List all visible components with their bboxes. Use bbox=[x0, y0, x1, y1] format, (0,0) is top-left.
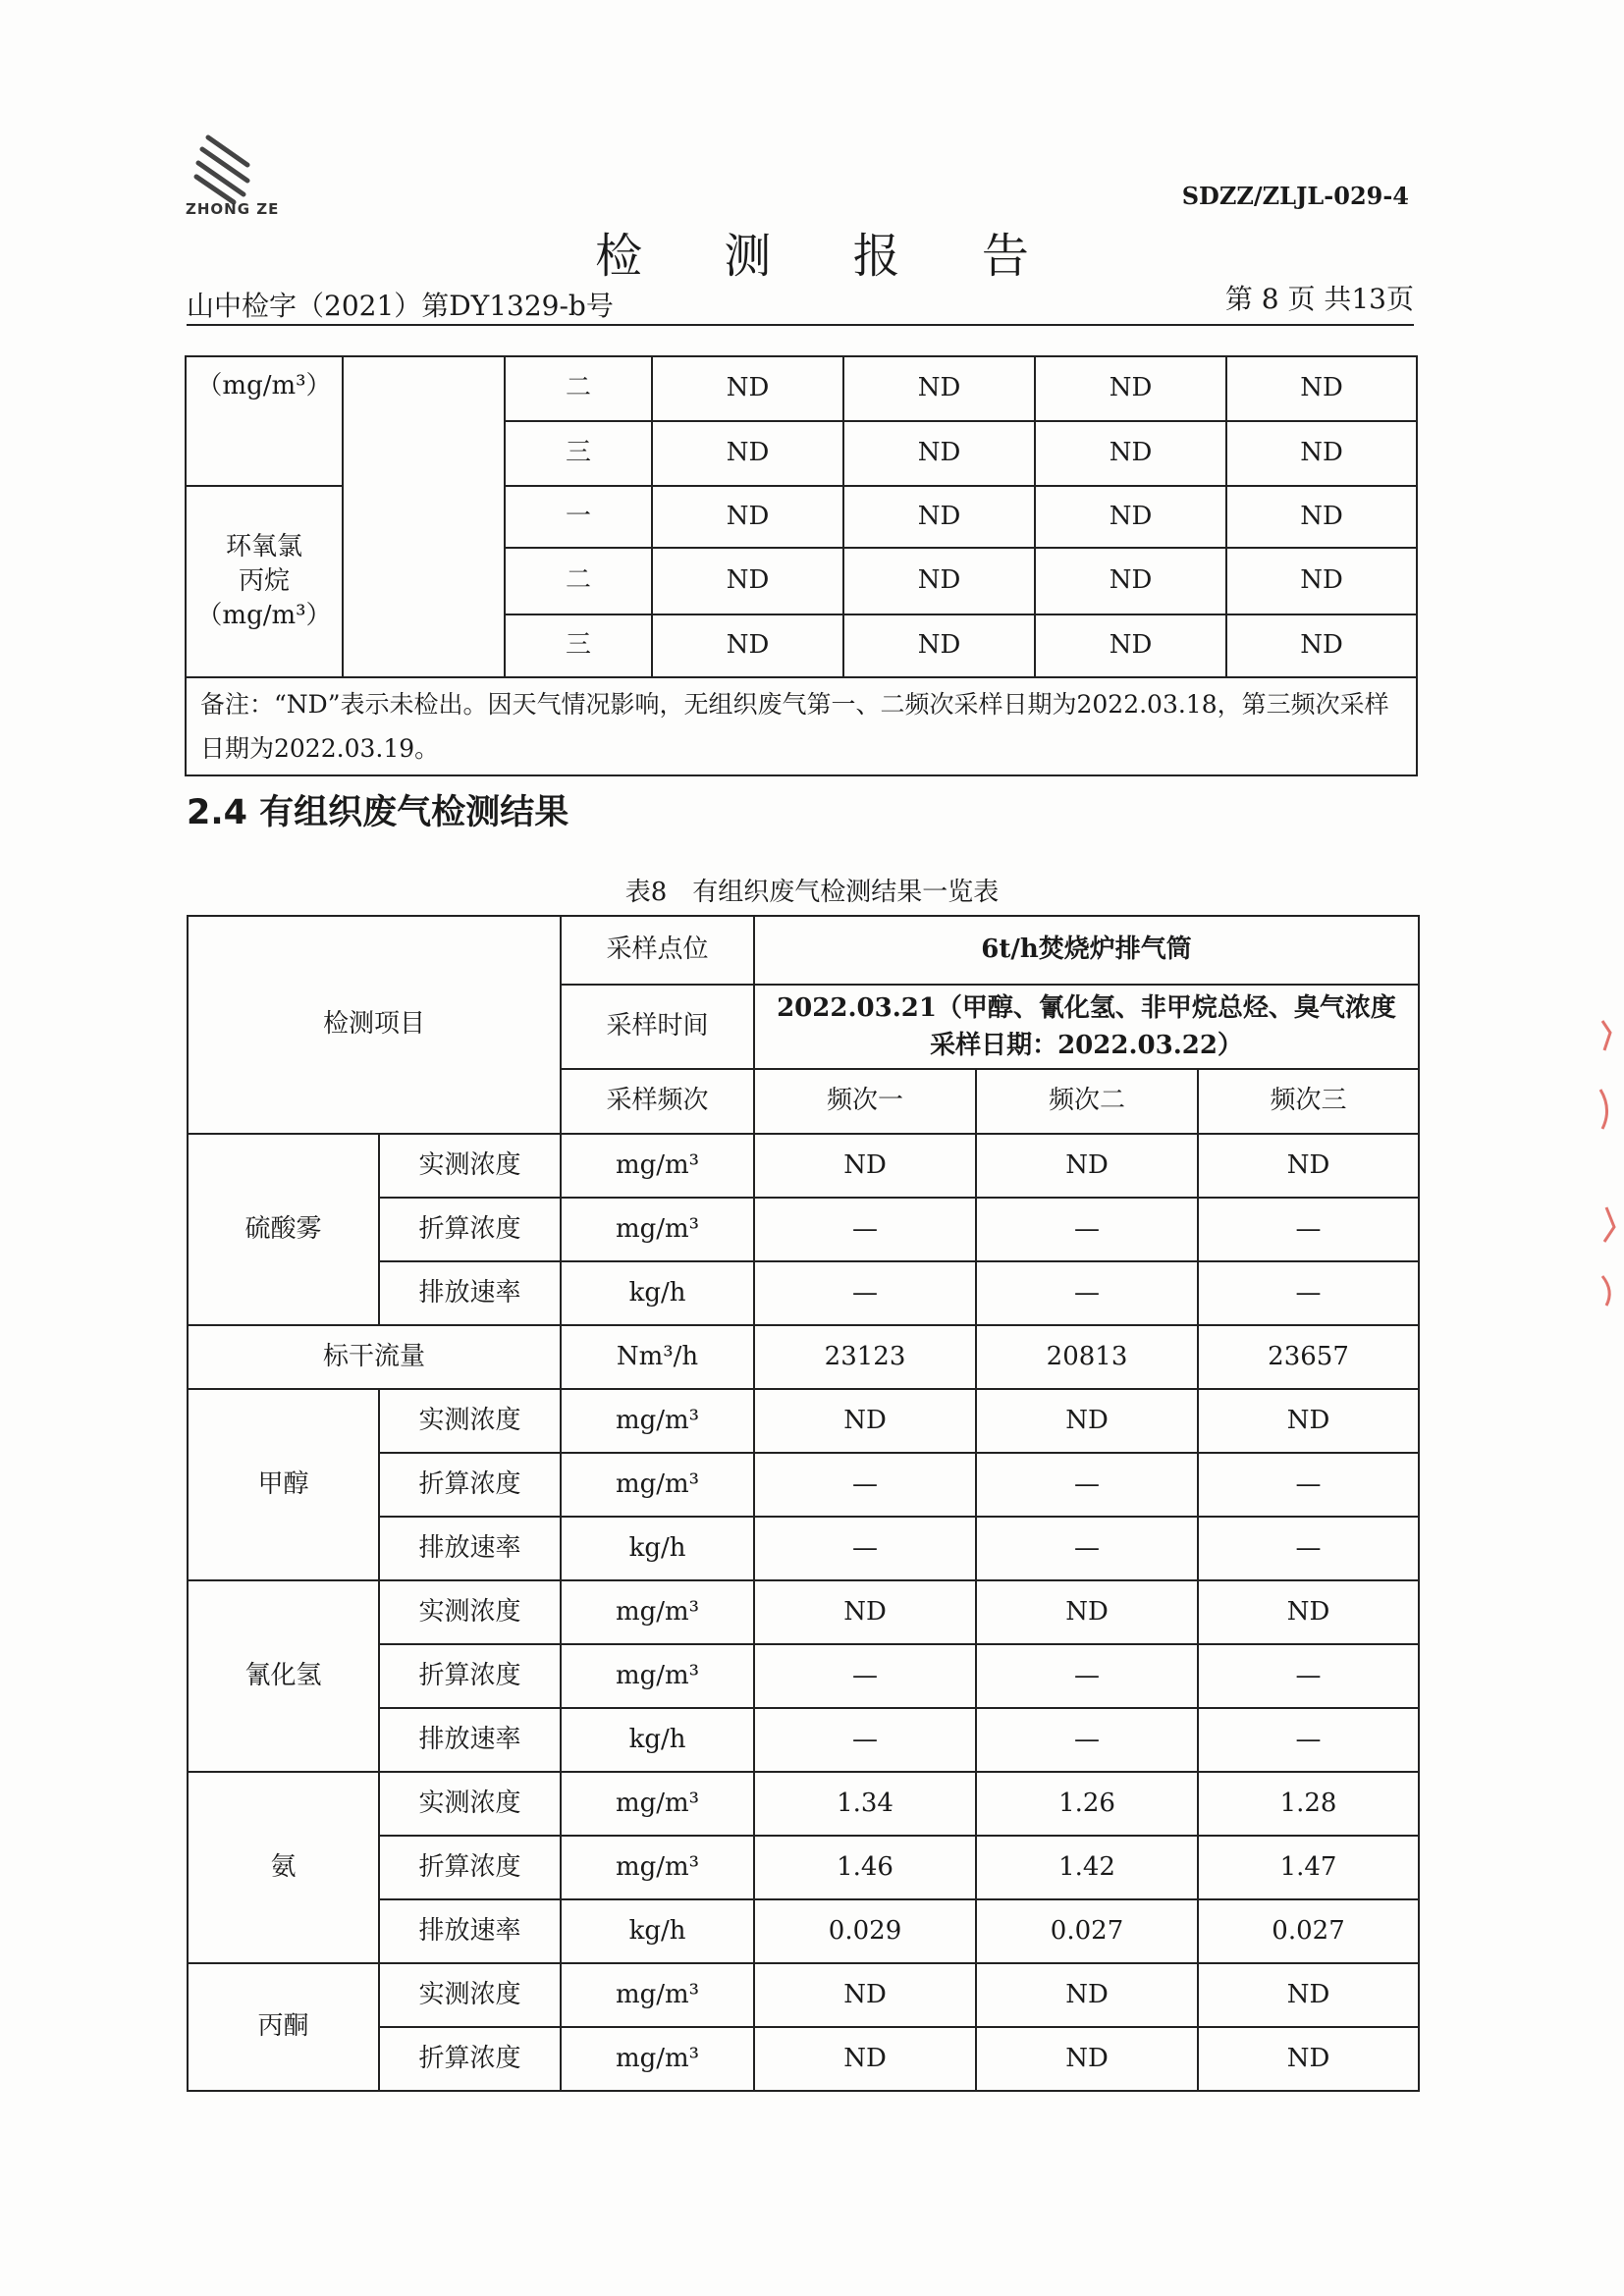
value-cell: — bbox=[1198, 1198, 1419, 1261]
frequency-header: 频次二 bbox=[976, 1069, 1198, 1134]
page-title: 检 测 报 告 bbox=[595, 229, 1062, 284]
frequency-cell: 三 bbox=[505, 614, 652, 677]
value-cell: ND bbox=[754, 1134, 976, 1198]
value-cell: ND bbox=[754, 2027, 976, 2091]
value-cell: — bbox=[754, 1261, 976, 1325]
unit-cell: kg/h bbox=[561, 1708, 754, 1772]
table-row bbox=[186, 677, 1417, 775]
report-number: 山中检字（2021）第DY1329-b号 bbox=[187, 290, 614, 322]
value-cell: — bbox=[1198, 1644, 1419, 1708]
value-cell: ND bbox=[843, 614, 1035, 677]
unit-cell: kg/h bbox=[561, 1899, 754, 1963]
value-cell: 1.28 bbox=[1198, 1772, 1419, 1836]
value-cell: ND bbox=[754, 1389, 976, 1453]
frequency-cell: 一 bbox=[505, 486, 652, 548]
value-cell: — bbox=[976, 1708, 1198, 1772]
value-cell: 1.47 bbox=[1198, 1836, 1419, 1899]
value-cell: — bbox=[1198, 1453, 1419, 1517]
value-cell: ND bbox=[1226, 356, 1417, 421]
table-body bbox=[188, 916, 1419, 2091]
value-cell: 1.46 bbox=[754, 1836, 976, 1899]
seal-stamp-edge bbox=[1595, 982, 1624, 1325]
table-note: 备注：“ND”表示未检出。因天气情况影响，无组织废气第一、二频次采样日期为2022.03.18，第三频次采样日期为2022.03.19。 bbox=[186, 677, 1417, 775]
section-heading: 2.4 有组织废气检测结果 bbox=[187, 793, 569, 832]
parameter-cell: 实测浓度 bbox=[379, 1134, 561, 1198]
value-cell: ND bbox=[976, 1389, 1198, 1453]
value-cell: — bbox=[1198, 1708, 1419, 1772]
unit-cell: kg/h bbox=[561, 1261, 754, 1325]
unit-cell: Nm³/h bbox=[561, 1325, 754, 1389]
unit-cell: mg/m³ bbox=[561, 1836, 754, 1899]
sampling-time: 2022.03.21（甲醇、氰化氢、非甲烷总烃、臭气浓度采样日期：2022.03.22） bbox=[754, 985, 1419, 1069]
value-cell: — bbox=[754, 1708, 976, 1772]
pollutant-name: 氰化氢 bbox=[188, 1580, 379, 1772]
value-cell: ND bbox=[976, 2027, 1198, 2091]
page-number: 第 8 页 共13页 bbox=[1224, 283, 1414, 315]
value-cell: ND bbox=[976, 1963, 1198, 2027]
value-cell: ND bbox=[1035, 548, 1226, 614]
value-cell: — bbox=[976, 1453, 1198, 1517]
pollutant-name: 硫酸雾 bbox=[188, 1134, 379, 1325]
value-cell: 0.029 bbox=[754, 1899, 976, 1963]
frequency-cell: 二 bbox=[505, 356, 652, 421]
parameter-cell: 折算浓度 bbox=[379, 1453, 561, 1517]
table-row bbox=[188, 1325, 1419, 1389]
header-label: 采样时间 bbox=[561, 985, 754, 1069]
value-cell: ND bbox=[843, 548, 1035, 614]
value-cell: ND bbox=[1198, 1134, 1419, 1198]
flow-label: 标干流量 bbox=[188, 1325, 561, 1389]
value-cell: — bbox=[754, 1453, 976, 1517]
value-cell: — bbox=[976, 1644, 1198, 1708]
value-cell: ND bbox=[1035, 421, 1226, 486]
value-cell: ND bbox=[1226, 614, 1417, 677]
value-cell: 23657 bbox=[1198, 1325, 1419, 1389]
unit-cell: mg/m³ bbox=[561, 1772, 754, 1836]
value-cell: — bbox=[976, 1517, 1198, 1580]
header-label: 采样频次 bbox=[561, 1069, 754, 1134]
unit-cell: mg/m³ bbox=[561, 1580, 754, 1644]
value-cell: ND bbox=[1198, 1963, 1419, 2027]
table-row bbox=[188, 916, 1419, 985]
pollutant-name: 甲醇 bbox=[188, 1389, 379, 1580]
unit-cell: mg/m³ bbox=[561, 1963, 754, 2027]
table-row bbox=[188, 1134, 1419, 1198]
value-cell: ND bbox=[1226, 421, 1417, 486]
value-cell: 1.26 bbox=[976, 1772, 1198, 1836]
value-cell: ND bbox=[976, 1134, 1198, 1198]
header-item: 检测项目 bbox=[188, 916, 561, 1134]
continuation-table bbox=[185, 355, 1418, 776]
value-cell: 0.027 bbox=[1198, 1899, 1419, 1963]
value-cell: ND bbox=[976, 1580, 1198, 1644]
item-name bbox=[186, 486, 343, 677]
value-cell: 1.42 bbox=[976, 1836, 1198, 1899]
emission-results-table bbox=[187, 915, 1420, 2092]
pollutant-name: 氨 bbox=[188, 1772, 379, 1963]
parameter-cell: 排放速率 bbox=[379, 1517, 561, 1580]
value-cell: ND bbox=[652, 548, 843, 614]
value-cell: ND bbox=[1035, 356, 1226, 421]
parameter-cell: 实测浓度 bbox=[379, 1580, 561, 1644]
unit-cell: mg/m³ bbox=[561, 1389, 754, 1453]
table-row bbox=[188, 1580, 1419, 1644]
item-name: （mg/m³） bbox=[186, 356, 343, 486]
item-name-line: 丙烷 bbox=[238, 565, 290, 596]
table-row bbox=[188, 1963, 1419, 2027]
document-code: SDZZ/ZLJL-029-4 bbox=[1181, 182, 1409, 210]
unit-cell: kg/h bbox=[561, 1517, 754, 1580]
table-row bbox=[186, 356, 1417, 421]
value-cell: ND bbox=[652, 614, 843, 677]
value-cell: ND bbox=[754, 1963, 976, 2027]
value-cell: ND bbox=[843, 356, 1035, 421]
value-cell: ND bbox=[1035, 614, 1226, 677]
parameter-cell: 折算浓度 bbox=[379, 1644, 561, 1708]
frequency-header: 频次三 bbox=[1198, 1069, 1419, 1134]
value-cell: ND bbox=[652, 356, 843, 421]
value-cell: — bbox=[1198, 1261, 1419, 1325]
header-label: 采样点位 bbox=[561, 916, 754, 985]
value-cell: ND bbox=[1198, 2027, 1419, 2091]
sampling-site: 6t/h焚烧炉排气筒 bbox=[754, 916, 1419, 985]
value-cell: ND bbox=[843, 421, 1035, 486]
value-cell: ND bbox=[754, 1580, 976, 1644]
parameter-cell: 折算浓度 bbox=[379, 2027, 561, 2091]
frequency-header: 频次一 bbox=[754, 1069, 976, 1134]
unit-cell: mg/m³ bbox=[561, 1453, 754, 1517]
value-cell: — bbox=[754, 1517, 976, 1580]
header-rule bbox=[187, 324, 1414, 326]
item-name-line: 环氧氯 bbox=[225, 531, 302, 561]
parameter-cell: 排放速率 bbox=[379, 1261, 561, 1325]
unit-cell: mg/m³ bbox=[561, 1198, 754, 1261]
value-cell: ND bbox=[1226, 486, 1417, 548]
parameter-cell: 实测浓度 bbox=[379, 1963, 561, 2027]
parameter-cell: 折算浓度 bbox=[379, 1836, 561, 1899]
logo-text: ZHONG ZE bbox=[186, 200, 280, 218]
value-cell: — bbox=[1198, 1517, 1419, 1580]
empty-cell bbox=[343, 356, 505, 677]
parameter-cell: 排放速率 bbox=[379, 1708, 561, 1772]
table-caption: 表8 有组织废气检测结果一览表 bbox=[624, 878, 1000, 907]
value-cell: — bbox=[976, 1261, 1198, 1325]
unit-cell: mg/m³ bbox=[561, 2027, 754, 2091]
value-cell: ND bbox=[1226, 548, 1417, 614]
parameter-cell: 实测浓度 bbox=[379, 1389, 561, 1453]
value-cell: ND bbox=[1035, 486, 1226, 548]
unit-cell: mg/m³ bbox=[561, 1134, 754, 1198]
parameter-cell: 折算浓度 bbox=[379, 1198, 561, 1261]
value-cell: ND bbox=[652, 421, 843, 486]
value-cell: ND bbox=[1198, 1580, 1419, 1644]
value-cell: 23123 bbox=[754, 1325, 976, 1389]
value-cell: — bbox=[754, 1644, 976, 1708]
value-cell: ND bbox=[652, 486, 843, 548]
value-cell: — bbox=[754, 1198, 976, 1261]
value-cell: ND bbox=[843, 486, 1035, 548]
value-cell: — bbox=[976, 1198, 1198, 1261]
table-row bbox=[188, 1772, 1419, 1836]
frequency-cell: 二 bbox=[505, 548, 652, 614]
frequency-cell: 三 bbox=[505, 421, 652, 486]
parameter-cell: 实测浓度 bbox=[379, 1772, 561, 1836]
item-name-line: （mg/m³） bbox=[196, 601, 332, 631]
value-cell: 0.027 bbox=[976, 1899, 1198, 1963]
value-cell: ND bbox=[1198, 1389, 1419, 1453]
table-row bbox=[188, 1389, 1419, 1453]
parameter-cell: 排放速率 bbox=[379, 1899, 561, 1963]
pollutant-name: 丙酮 bbox=[188, 1963, 379, 2091]
unit-cell: mg/m³ bbox=[561, 1644, 754, 1708]
value-cell: 20813 bbox=[976, 1325, 1198, 1389]
value-cell: 1.34 bbox=[754, 1772, 976, 1836]
